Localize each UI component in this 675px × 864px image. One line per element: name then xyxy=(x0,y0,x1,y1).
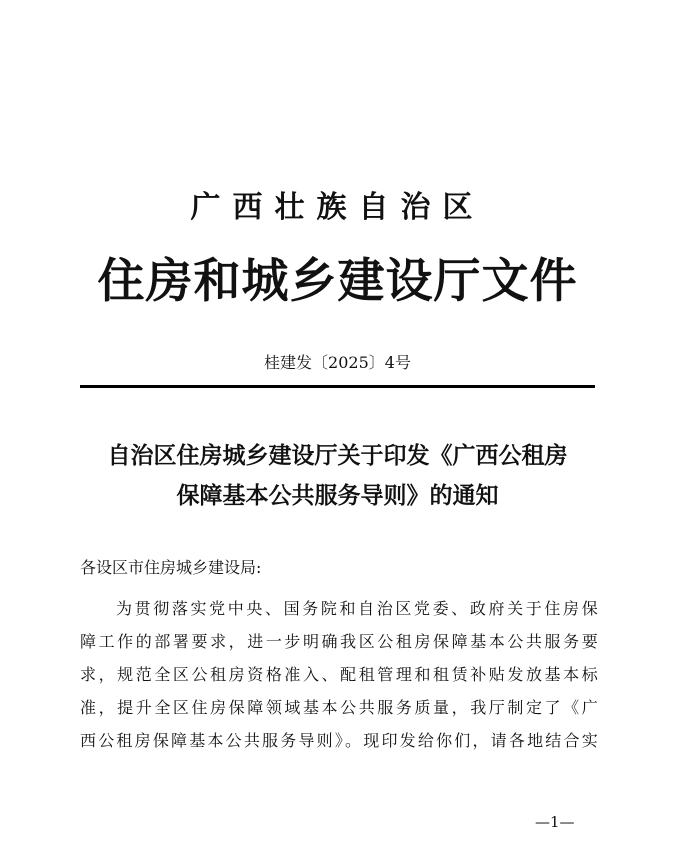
document-number: 桂建发〔2025〕4号 xyxy=(264,353,411,372)
header-divider xyxy=(80,385,595,388)
issuer-department: 住房和城乡建设厅文件 xyxy=(97,254,578,309)
page-number: —1— xyxy=(535,813,575,831)
document-title xyxy=(60,436,615,516)
salutation: 各设区市住房城乡建设局: xyxy=(80,558,262,577)
issuer-region: 广西壮族自治区 xyxy=(190,190,485,225)
body-line: 障工作的部署要求，进一步明确我区公租房保障基本公共服务要 xyxy=(80,632,598,651)
body-line: 为贯彻落实党中央、国务院和自治区党委、政府关于住房保 xyxy=(116,599,598,618)
body-line: 准，提升全区住房保障领域基本公共服务质量，我厅制定了《广 xyxy=(80,698,598,717)
title-line: 自治区住房城乡建设厅关于印发《广西公租房 xyxy=(107,442,568,469)
body-line: 西公租房保障基本公共服务导则》。现印发给你们，请各地结合实 xyxy=(80,731,598,750)
title-line: 保障基本公共服务导则》的通知 xyxy=(176,482,499,509)
body-paragraph xyxy=(80,592,598,757)
body-line: 求，规范全区公租房资格准入、配租管理和租赁补贴发放基本标 xyxy=(80,665,598,684)
